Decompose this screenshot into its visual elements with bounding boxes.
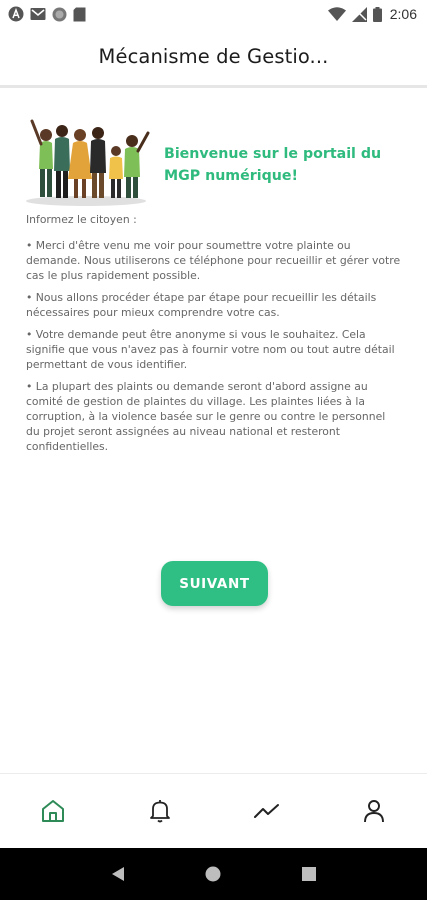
wifi-icon — [328, 7, 346, 21]
system-navigation-bar — [0, 848, 427, 900]
bell-icon — [148, 798, 172, 824]
status-right-icons — [328, 6, 417, 22]
bottom-navigation — [0, 773, 427, 848]
trend-icon — [253, 801, 281, 821]
status-bar — [0, 0, 427, 28]
nav-profile[interactable] — [320, 774, 427, 848]
main-content — [0, 91, 427, 773]
gmail-icon — [30, 7, 46, 21]
home-circle-icon[interactable] — [198, 859, 228, 889]
app-header — [0, 28, 427, 88]
status-left-icons — [8, 6, 86, 22]
intro-text: Informez le citoyen : — [26, 213, 137, 226]
sd-card-icon — [73, 7, 86, 22]
nav-home[interactable] — [0, 774, 107, 848]
nav-statistics[interactable] — [214, 774, 321, 848]
page-title: Mécanisme de Gestio... — [98, 45, 329, 68]
info-paragraph: • Votre demande peut être anonyme si vous le souhaitez. Cela signifie que vous n'avez pas à fournir votre nom ou tout autre détail permettant de vous identifier. — [26, 328, 395, 371]
welcome-heading: Bienvenue sur le portail du MGP numérique! — [164, 146, 382, 184]
home-icon — [40, 798, 66, 824]
back-icon[interactable] — [103, 859, 133, 889]
info-paragraph: • Nous allons procéder étape par étape pour recueillir les détails nécessaires pour mieux comprendre votre cas. — [26, 291, 377, 319]
info-paragraph: • Merci d'être venu me voir pour soumettre votre plainte ou demande. Nous utiliserons ce téléphone pour recueillir et gérer votre cas le plus rapidement possible. — [26, 239, 401, 282]
nav-notifications[interactable] — [107, 774, 214, 848]
user-icon — [362, 798, 386, 824]
recents-icon[interactable] — [294, 859, 324, 889]
next-button[interactable]: SUIVANT — [161, 561, 268, 606]
status-time: 2:06 — [389, 6, 417, 22]
circle-icon — [52, 7, 67, 22]
citizen-info-text — [26, 212, 402, 461]
battery-icon — [373, 7, 382, 22]
app-a-icon — [8, 6, 24, 22]
signal-icon — [352, 7, 367, 22]
info-paragraph: • La plupart des plaints ou demande seront d'abord assigne au comité de gestion de plaintes du village. Les plaintes liées à la corruption, à la violence basée sur le genre ou contre le personnel du projet seront assignées au niveau national et resteront confidentielles. — [26, 380, 386, 453]
welcome-hero — [24, 113, 404, 208]
people-group-illustration — [24, 113, 154, 207]
